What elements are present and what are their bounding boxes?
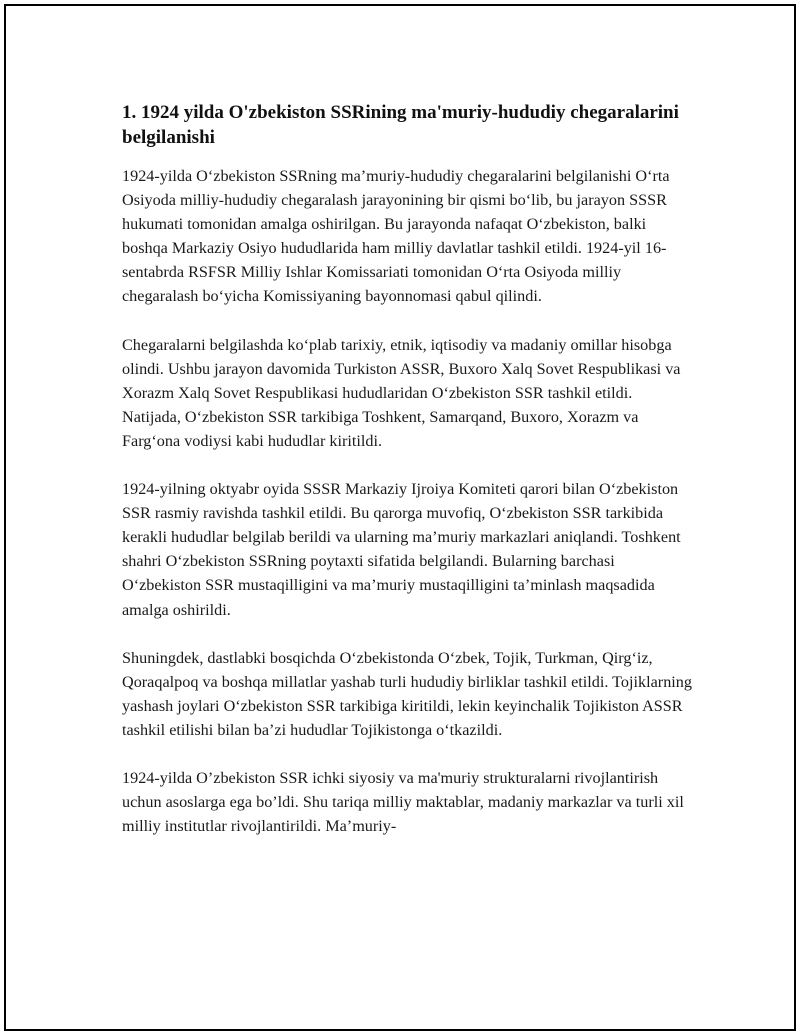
paragraph-4: Shuningdek, dastlabki bosqichda O‘zbekistonda O‘zbek, Tojik, Turkman, Qirg‘iz, Qoraqalpoq va boshqa millatlar yashab turli hududiy birliklar tashkil etildi. Tojiklarning yashash joylari O‘zbekiston SSR tarkibiga kiritildi, lekin keyinchalik Tojikiston ASSR tashkil etilishi bilan ba’zi hududlar Tojikistonga o‘tkazildi. [122,648,692,739]
page-frame [4,4,796,1031]
paragraph-1: 1924-yilda O‘zbekiston SSRning ma’muriy-hududiy chegaralarini belgilanishi O‘rta Osiyoda milliy-hududiy chegaralash jarayonining bir qismi bo‘lib, bu jarayon SSSR hukumati tomonidan amalga oshirilgan. Bu jarayonda nafaqat O‘zbekiston, balki boshqa Markaziy Osiyo hududlarida ham milliy davlatlar tashkil etildi. 1924-yil 16-sentabrda RSFSR Milliy Ishlar Komissariati tomonidan O‘rta Osiyoda milliy chegaralash bo‘yicha Komissiyaning bayonnomasi qabul qilindi. [122,167,670,306]
paragraph-3: 1924-yilning oktyabr oyida SSSR Markaziy Ijroiya Komiteti qarori bilan O‘zbekiston SSR rasmiy ravishda tashkil etildi. Bu qarorga muvofiq, O‘zbekiston SSR tarkibida kerakli hududlar belgilab berildi va ularning ma’muriy markazlari aniqlandi. Toshkent shahri O‘zbekiston SSRning poytaxti sifatida belgilandi. Bularning barchasi O‘zbekiston SSR mustaqilligini va ma’muriy mustaqilligini ta’minlash maqsadida amalga oshirildi. [122,480,681,619]
paragraph-5: 1924-yilda O’zbekiston SSR ichki siyosiy va ma'muriy strukturalarni rivojlantirish uchun asoslarga ega bo’ldi. Shu tariqa milliy maktablar, madaniy markazlar va turli xil milliy institutlar rivojlantirildi. Ma’muriy- [122,768,684,836]
document-body [122,100,694,862]
section-heading: 1. 1924 yilda O'zbekiston SSRining ma'muriy-hududiy chegaralarini belgilanishi [122,102,679,148]
paragraph-2: Chegaralarni belgilashda ko‘plab tarixiy, etnik, iqtisodiy va madaniy omillar hisobga olindi. Ushbu jarayon davomida Turkiston ASSR, Buxoro Xalq Sovet Respublikasi va Xorazm Xalq Sovet Respublikasi hududlaridan O‘zbekiston SSR tashkil etildi. Natijada, O‘zbekiston SSR tarkibiga Toshkent, Samarqand, Buxoro, Xorazm va Farg‘ona vodiysi kabi hududlar kiritildi. [122,335,681,450]
